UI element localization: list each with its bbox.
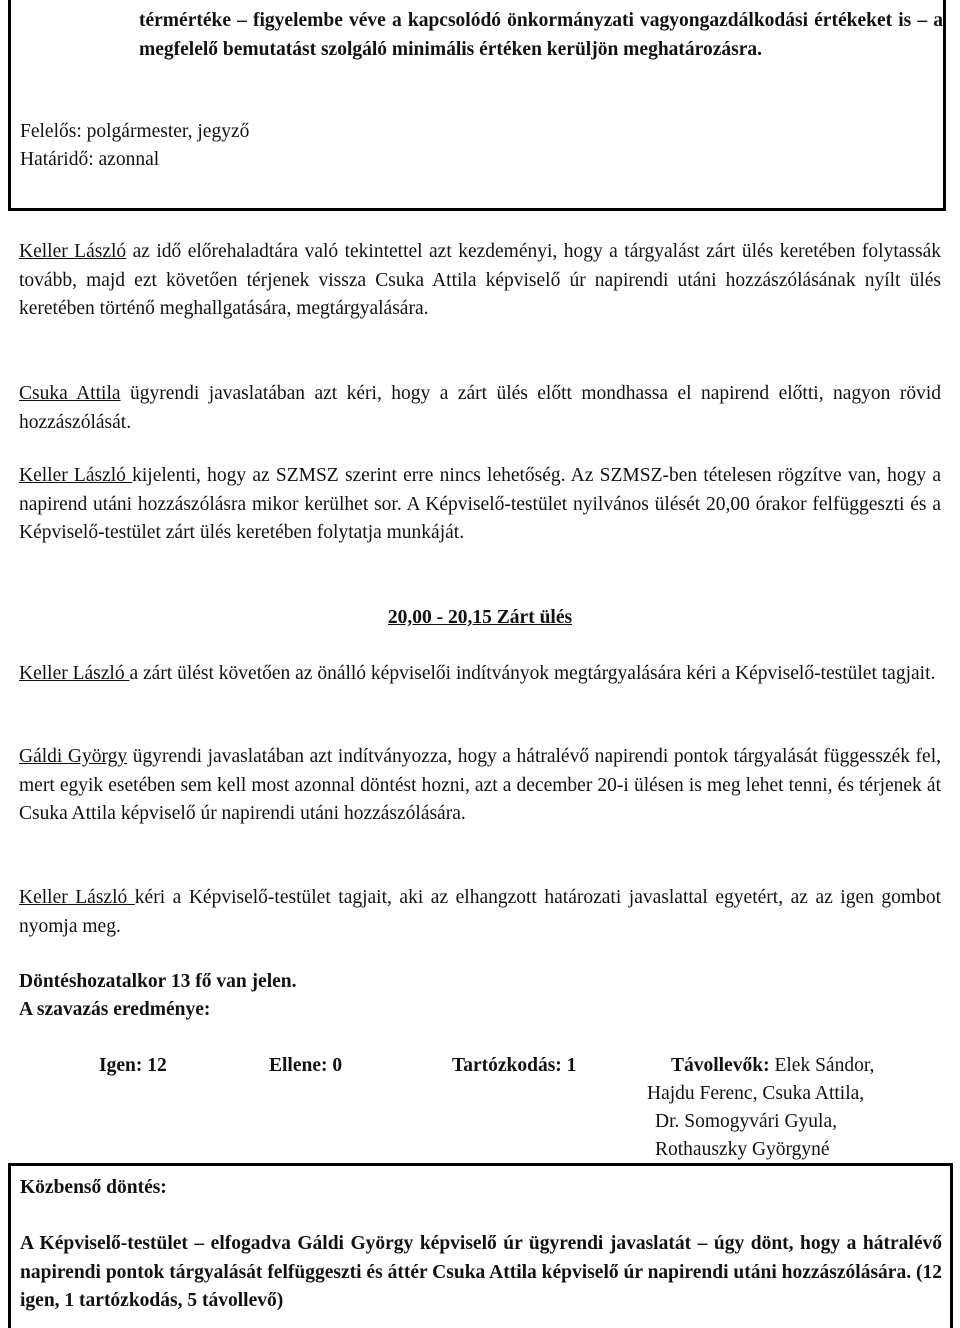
speaker-name: Gáldi György: [19, 746, 128, 767]
paragraph-text: ügyrendi javaslatában azt indítványozza, hogy a hátralévő napirendi pontok tárgyalását függesszék fel, mert egyik esetében sem kell most azonnal döntést hozni, azt a december 20-i ülésen is meg lehet tenni, és térjenek át Csuka Attila képviselő úr napirendi utáni hozzászólására.: [19, 746, 941, 824]
interim-decision-box: [8, 1163, 953, 1328]
resolution-text: térmértéke – figyelembe véve a kapcsolódó önkormányzati vagyongazdálkodási értékeket is – a megfelelő bemutatást szolgáló minimális értéken kerüljön meghatározásra.: [139, 10, 943, 60]
absent-line-2: Hajdu Ferenc, Csuka Attila,: [647, 1083, 865, 1104]
paragraph-text: a zárt ülést követően az önálló képviselői indítványok megtárgyalására kéri a Képviselő-testület tagjait.: [129, 663, 936, 684]
deadline-line: Határidő: azonnal: [20, 149, 160, 170]
paragraph-keller-1: [19, 238, 941, 324]
vote-yes: Igen: 12: [99, 1055, 167, 1076]
speaker-name: Keller László: [19, 465, 133, 486]
resolution-responsibility: [20, 118, 249, 174]
absent-names-1: Elek Sándor,: [769, 1055, 875, 1076]
vote-no: Ellene: 0: [269, 1055, 343, 1076]
speaker-name: Keller László: [19, 663, 130, 684]
responsible-line: Felelős: polgármester, jegyző: [20, 121, 250, 142]
paragraph-keller-2: [19, 462, 941, 548]
absent-line-1: [671, 1052, 874, 1081]
presence-line: Döntéshozatalkor 13 fő van jelen.: [19, 971, 297, 992]
resolution-box: [8, 0, 946, 211]
closed-session-heading: 20,00 - 20,15 Zárt ülés: [387, 607, 573, 628]
absent-line-3: Dr. Somogyvári Gyula,: [655, 1111, 837, 1132]
paragraph-csuka: [19, 380, 941, 437]
paragraph-text: kéri a Képviselő-testület tagjait, aki az elhangzott határozati javaslattal egyetért, az az igen gombot nyomja meg.: [19, 887, 942, 937]
speaker-name: Csuka Attila: [19, 383, 121, 404]
paragraph-keller-4: [19, 884, 941, 941]
absent-label: Távollevők:: [671, 1055, 770, 1076]
paragraph-galdi: [19, 743, 941, 829]
paragraph-keller-3: [19, 660, 941, 689]
vote-abstain: Tartózkodás: 1: [452, 1055, 577, 1076]
speaker-name: Keller László: [19, 241, 127, 262]
speaker-name: Keller László: [19, 887, 135, 908]
interim-decision-text: A Képviselő-testület – elfogadva Gáldi György képviselő úr ügyrendi javaslatát – úgy dönt, hogy a hátralévő napirendi pontok tárgyalását felfüggeszti és áttér Csuka Attila képviselő úr napirendi utáni hozzászólására. (12 igen, 1 tartózkodás, 5 távollevő): [20, 1233, 942, 1311]
absent-line-4: Rothauszky Györgyné: [655, 1139, 830, 1160]
paragraph-text: kijelenti, hogy az SZMSZ szerint erre nincs lehetőség. Az SZMSZ-ben tételesen rögzítve van, hogy a napirend utáni hozzászólásra mikor kerülhet sor. A Képviselő-testület nyilvános ülését 20,00 órakor felfüggeszti és a Képviselő-testület zárt ülés keretében folytatja munkáját.: [19, 465, 941, 543]
paragraph-text: az idő előrehaladtára való tekintettel azt kezdeményi, hogy a tárgyalást zárt ülés keretében folytassák tovább, majd ezt követően térjenek vissza Csuka Attila képviselő úr napirendi utáni hozzászólásának nyílt ülés keretében történő meghallgatására, megtárgyalására.: [19, 241, 941, 319]
interim-decision-title: Közbenső döntés:: [20, 1177, 167, 1198]
paragraph-text: ügyrendi javaslatában azt kéri, hogy a zárt ülés előtt mondhassa el napirend előtti, nagyon rövid hozzászólását.: [19, 383, 941, 433]
vote-result-label: A szavazás eredménye:: [19, 999, 211, 1020]
